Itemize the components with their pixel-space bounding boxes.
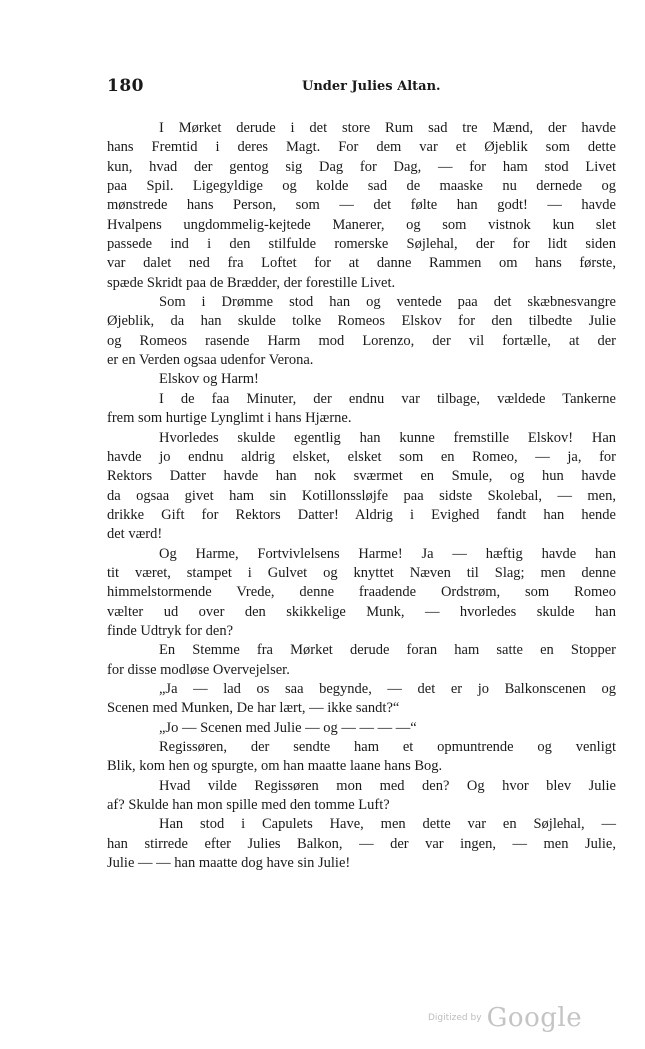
text-line: finde Udtryk for den? xyxy=(107,622,234,639)
text-line: himmelstormende Vrede, denne fraadende Ordstrøm, som Romeo xyxy=(107,584,616,601)
text-line: da ogsaa givet ham sin Kotillonssløjfe paa sidste Skolebal, — men, xyxy=(107,487,616,504)
text-line: han stirrede efter Julies Balkon, — der var ingen, — men Julie, xyxy=(107,835,616,852)
text-line: og Romeos rasende Harm mod Lorenzo, der vil fortælle, at der xyxy=(107,332,616,349)
text-line: mønstrede hans Person, som — det følte han godt! — havde xyxy=(107,197,616,214)
text-line: spæde Skridt paa de Brædder, der forestille Livet. xyxy=(107,274,396,291)
running-title: Under Julies Altan. xyxy=(302,79,441,94)
text-line: Øjeblik, da han skulde tolke Romeos Elskov for den tilbedte Julie xyxy=(107,313,616,330)
page-number: 180 xyxy=(107,76,144,96)
text-line: „Ja — lad os saa begynde, — det er jo Balkonscenen og xyxy=(159,680,616,697)
text-line: Han stod i Capulets Have, men dette var en Søjlehal, — xyxy=(159,816,616,833)
text-line: drikke Gift for Rektors Datter! Aldrig i Evighed fandt han hende xyxy=(107,506,616,523)
page-header xyxy=(107,76,547,100)
text-line: paa Spil. Ligegyldige og kolde sad de maaske nu dernede og xyxy=(107,178,616,195)
text-line: Julie — — han maatte dog have sin Julie! xyxy=(107,855,351,872)
google-watermark xyxy=(428,1003,582,1033)
text-line: En Stemme fra Mørket derude foran ham satte en Stopper xyxy=(159,642,616,659)
text-line: var dalet ned fra Loftet for at danne Rammen om hans første, xyxy=(107,255,616,272)
text-line: for disse modløse Overvejelser. xyxy=(107,661,290,678)
text-line: Hvad vilde Regissøren mon med den? Og hvor blev Julie xyxy=(159,777,616,794)
text-line: I de faa Minuter, der endnu var tilbage, vældede Tankerne xyxy=(159,390,616,407)
text-line: I Mørket derude i det store Rum sad tre Mænd, der havde xyxy=(159,120,616,136)
text-line: hans Fremtid i deres Magt. For dem var et Øjeblik som dette xyxy=(107,139,616,156)
digitized-by-label: Digitized by xyxy=(428,1013,482,1023)
text-line: er en Verden ogsaa udenfor Verona. xyxy=(107,352,314,369)
text-line: havde jo endnu aldrig elsket, elsket som en Romeo, — ja, for xyxy=(107,448,616,465)
text-line: kun, hvad der gentog sig Dag for Dag, — for ham stod Livet xyxy=(107,158,616,175)
text-line: af? Skulde han mon spille med den tomme Luft? xyxy=(107,797,390,814)
google-logo: Google xyxy=(486,1003,583,1033)
text-line: Som i Drømme stod han og ventede paa det skæbnesvangre xyxy=(159,294,616,311)
text-line: „Jo — Scenen med Julie — og — — — —“ xyxy=(159,719,417,736)
text-line: Og Harme, Fortvivlelsens Harme! Ja — hæftig havde han xyxy=(159,545,616,562)
text-line: frem som hurtige Lynglimt i hans Hjærne. xyxy=(107,410,352,427)
text-line: Regissøren, der sendte ham et opmuntrende og venligt xyxy=(159,739,616,755)
text-line: passede ind i den stilfulde romerske Søjlehal, der for lidt siden xyxy=(107,236,616,253)
text-line: Hvalpens ungdommelig-kejtede Manerer, og som vistnok kun slet xyxy=(107,216,616,233)
body-text xyxy=(107,119,616,873)
text-line: det værd! xyxy=(107,526,163,543)
text-line: Hvorledes skulde egentlig han kunne fremstille Elskov! Han xyxy=(159,429,616,446)
text-line: Elskov og Harm! xyxy=(159,371,259,388)
text-line: tit været, stampet i Gulvet og knyttet Næven til Slag; men denne xyxy=(107,564,616,581)
text-line: vælter ud over den skikkelige Munk, — hvorledes skulde han xyxy=(107,603,616,620)
text-line: Blik, kom hen og spurgte, om han maatte laane hans Bog. xyxy=(107,758,443,775)
text-line: Scenen med Munken, De har lært, — ikke sandt?“ xyxy=(107,700,400,717)
text-line: Rektors Datter havde han nok sværmet en Smule, og hun havde xyxy=(107,468,616,485)
